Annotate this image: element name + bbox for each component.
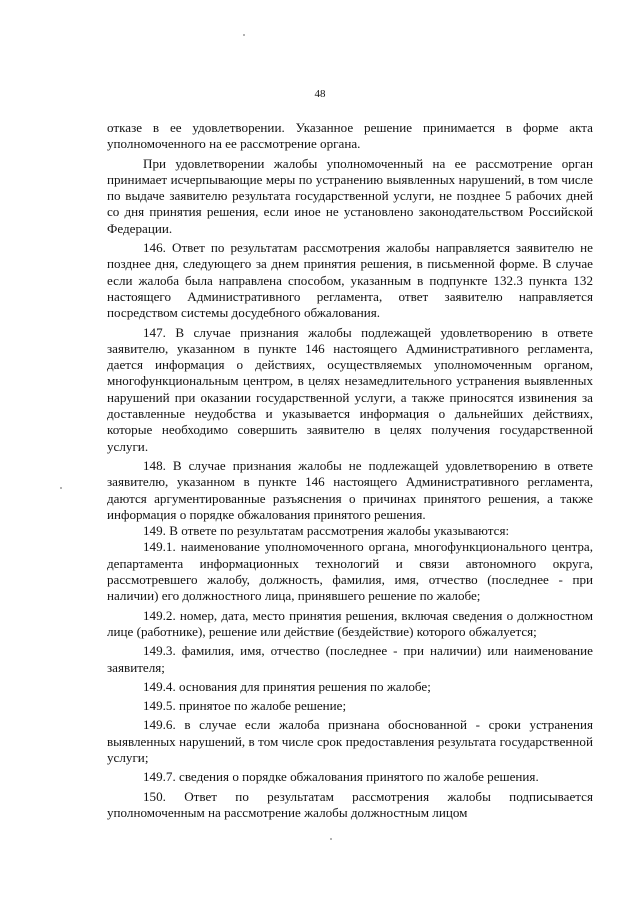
paragraph-149-6: 149.6. в случае если жалоба признана обоснованной - сроки устранения выявленных нарушений, в том числе срок предоставления результата государственной услуги; (107, 717, 593, 765)
scan-speck (243, 34, 245, 36)
paragraph-149-1: 149.1. наименование уполномоченного органа, многофункционального центра, департамента информационных технологий и связи автономного округа, рассмотревшего жалобу, должность, фамилия, имя, отчество (последнее - при наличии) его должностного лица, принявшего решение по жалобе; (107, 539, 593, 604)
paragraph-149-5: 149.5. принятое по жалобе решение; (143, 698, 347, 714)
paragraph-continuation: отказе в ее удовлетворении. Указанное решение принимается в форме акта уполномоченного на ее рассмотрение органа. (107, 120, 593, 152)
paragraph-149-4: 149.4. основания для принятия решения по жалобе; (143, 678, 431, 694)
paragraph-149-3: 149.3. фамилия, имя, отчество (последнее - при наличии) или наименование заявителя; (107, 643, 593, 675)
paragraph-149: 149. В ответе по результатам рассмотрения жалобы указываются: (143, 523, 510, 539)
paragraph-147: 147. В случае признания жалобы подлежащей удовлетворению в ответе заявителю, указанном в пункте 146 настоящего Административного регламента, дается информация о действиях, осуществляемых уполномоченным органом, многофункциональным центром, в целях незамедлительного устранения выявленных нарушений при оказании государственной услуги, а также приносятся извинения за доставленные неудобства и указывается информация о дальнейших действиях, которые необходимо совершить заявителю в целях получения государственной услуги. (107, 324, 593, 454)
paragraph-149-2: 149.2. номер, дата, место принятия решения, включая сведения о должностном лице (работнике), решение или действие (бездействие) которого обжалуется; (107, 607, 593, 639)
document-body (107, 120, 593, 821)
paragraph-150: 150. Ответ по результатам рассмотрения жалобы подписывается уполномоченным на рассмотрение жалобы должностным лицом (107, 788, 593, 820)
paragraph-149-7: 149.7. сведения о порядке обжалования принятого по жалобе решения. (143, 769, 539, 785)
scan-speck (60, 487, 62, 489)
scan-speck (330, 838, 332, 840)
paragraph-148: 148. В случае признания жалобы не подлежащей удовлетворению в ответе заявителю, указанном в пункте 146 настоящего Административного регламента, даются аргументированные разъяснения о причинах принятого решения, а также информация о порядке обжалования принятого решения. (107, 457, 593, 522)
paragraph-satisfaction: При удовлетворении жалобы уполномоченный на ее рассмотрение орган принимает исчерпывающие меры по устранению выявленных нарушений, в том числе по выдаче заявителю результата государственной услуги, не позднее 5 рабочих дней со дня принятия решения, если иное не установлено законодательством Российской Федерации. (107, 155, 593, 236)
paragraph-146: 146. Ответ по результатам рассмотрения жалобы направляется заявителю не позднее дня, следующего за днем принятия решения, в письменной форме. В случае если жалоба была направлена способом, указанным в подпункте 132.3 пункта 132 настоящего Административного регламента, ответ заявителю направляется посредством системы досудебного обжалования. (107, 240, 593, 321)
page-number: 48 (314, 88, 326, 100)
